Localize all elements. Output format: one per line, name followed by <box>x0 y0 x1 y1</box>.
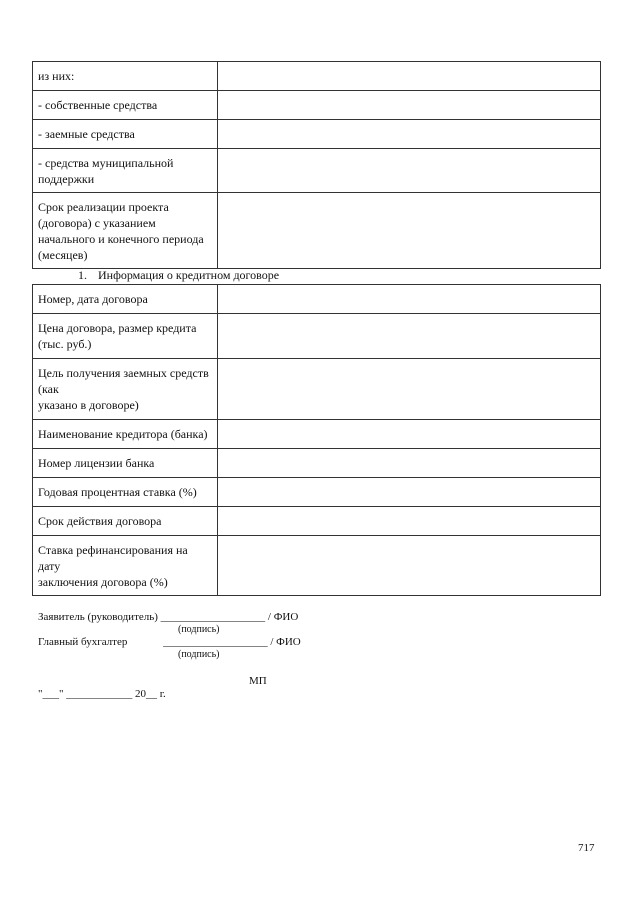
row-value-cell[interactable] <box>218 478 601 507</box>
table-row <box>33 149 601 193</box>
row-label: Срок действия договора <box>33 507 218 536</box>
row-value-cell[interactable] <box>218 314 601 359</box>
section-number: 1. <box>78 268 87 282</box>
row-value-cell[interactable] <box>218 449 601 478</box>
table-row <box>33 359 601 420</box>
row-value-cell[interactable] <box>218 420 601 449</box>
table-row <box>33 314 601 359</box>
page-number: 717 <box>578 842 595 854</box>
row-label: Цель получения заемных средств (как указано в договоре) <box>33 359 218 420</box>
row-label: Срок реализации проекта (договора) с указанием начального и конечного периода (месяцев) <box>33 193 218 269</box>
row-label: Номер лицензии банка <box>33 449 218 478</box>
row-label: из них: <box>33 62 218 91</box>
accountant-signature-line: Главный бухгалтер ___________________ / ФИО <box>38 636 301 648</box>
row-label: - заемные средства <box>33 120 218 149</box>
stamp-placeholder: МП <box>249 675 267 687</box>
row-label: Цена договора, размер кредита (тыс. руб.) <box>33 314 218 359</box>
table-row <box>33 91 601 120</box>
section-heading <box>78 268 279 283</box>
row-label: Годовая процентная ставка (%) <box>33 478 218 507</box>
table-row <box>33 536 601 596</box>
row-value-cell[interactable] <box>218 536 601 596</box>
row-label: Ставка рефинансирования на дату заключения договора (%) <box>33 536 218 596</box>
row-value-cell[interactable] <box>218 507 601 536</box>
date-line: "___" ____________ 20__ г. <box>38 688 166 700</box>
row-value-cell[interactable] <box>218 120 601 149</box>
table-row <box>33 62 601 91</box>
table-row <box>33 507 601 536</box>
project-financing-table <box>32 61 601 269</box>
row-value-cell[interactable] <box>218 149 601 193</box>
section-title: Информация о кредитном договоре <box>98 268 280 282</box>
table-row <box>33 449 601 478</box>
applicant-signature-caption: (подпись) <box>178 624 220 635</box>
row-value-cell[interactable] <box>218 285 601 314</box>
accountant-signature-caption: (подпись) <box>178 649 220 660</box>
row-label: Номер, дата договора <box>33 285 218 314</box>
table-row <box>33 120 601 149</box>
row-value-cell[interactable] <box>218 91 601 120</box>
row-label: - средства муниципальной поддержки <box>33 149 218 193</box>
row-value-cell[interactable] <box>218 359 601 420</box>
row-label: Наименование кредитора (банка) <box>33 420 218 449</box>
applicant-signature-line: Заявитель (руководитель) ___________________ / ФИО <box>38 611 299 623</box>
credit-agreement-table <box>32 284 601 596</box>
row-value-cell[interactable] <box>218 193 601 269</box>
table-row <box>33 193 601 269</box>
table-row <box>33 420 601 449</box>
row-label: - собственные средства <box>33 91 218 120</box>
table-row <box>33 285 601 314</box>
table-row <box>33 478 601 507</box>
row-value-cell[interactable] <box>218 62 601 91</box>
